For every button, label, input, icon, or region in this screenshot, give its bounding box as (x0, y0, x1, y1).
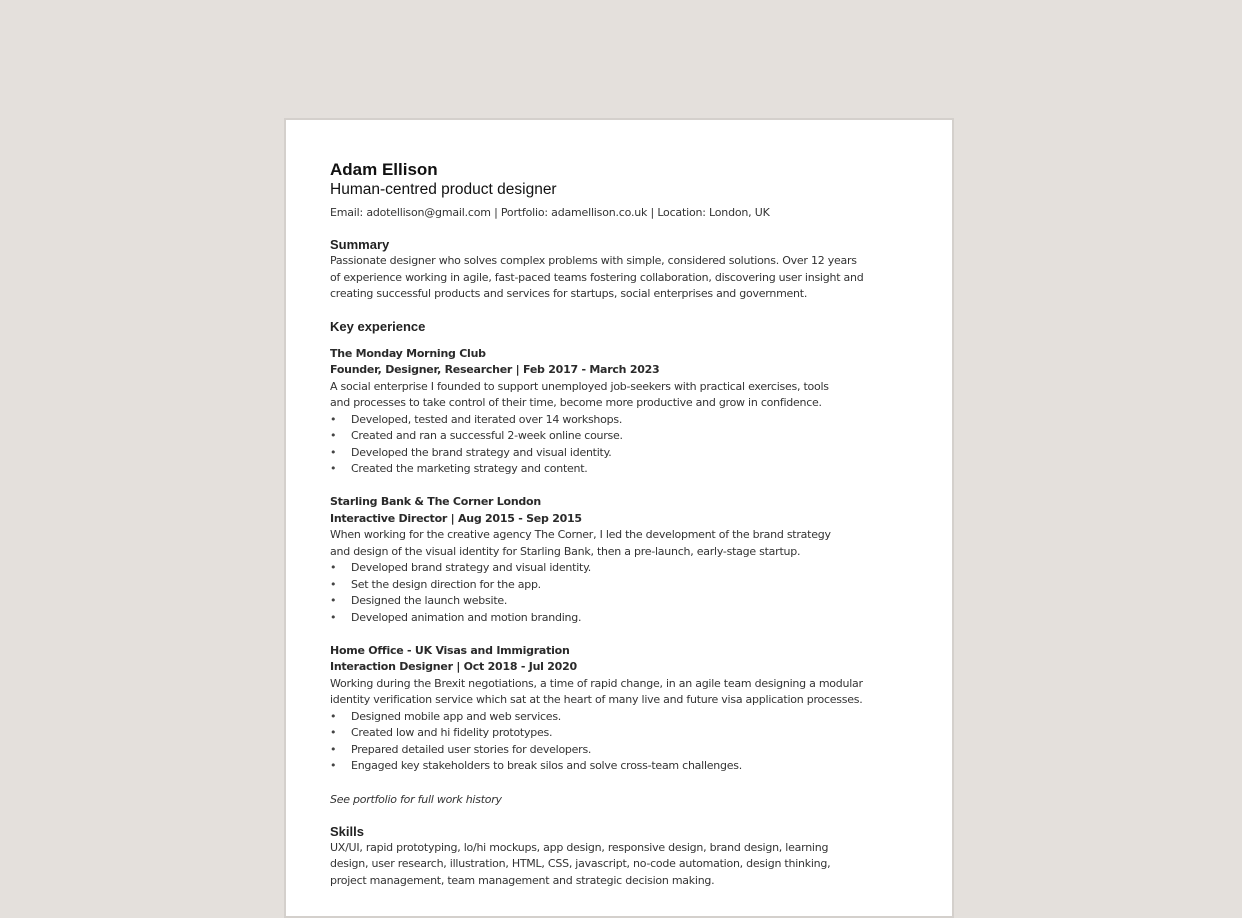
bullet-text: Created the marketing strategy and content. (351, 462, 588, 475)
bullet-text: Developed animation and motion branding. (351, 610, 582, 624)
summary-line: of experience working in agile, fast-paced teams fostering collaboration, discovering user insight and (330, 270, 864, 284)
bullet-icon: • (330, 610, 337, 624)
job-description-line: and processes to take control of their time, become more productive and grow in confidence. (330, 396, 822, 409)
bullet-icon: • (330, 759, 337, 772)
summary-line: creating successful products and services for startups, social enterprises and government. (330, 287, 808, 300)
bullet-text: Designed mobile app and web services. (351, 709, 562, 723)
job-description (330, 379, 890, 412)
job-description-line: identity verification service which sat at the heart of many live and future visa application processes. (330, 693, 863, 706)
job-entry (330, 494, 890, 626)
summary-text (330, 253, 890, 303)
resume-header (330, 160, 890, 221)
bullet-item (330, 725, 890, 742)
job-bullets (330, 412, 890, 478)
bullet-item (330, 593, 890, 610)
resume-content (330, 160, 890, 889)
skills-text (330, 840, 890, 890)
job-role: Interaction Designer | Oct 2018 - Jul 2020 (330, 660, 577, 673)
job-bullets (330, 709, 890, 775)
candidate-title: Human-centred product designer (330, 181, 557, 198)
job-organisation: The Monday Morning Club (330, 346, 486, 360)
bullet-item (330, 428, 890, 445)
job-organisation: Starling Bank & The Corner London (330, 495, 541, 508)
bullet-item (330, 709, 890, 726)
experience-heading: Key experience (330, 318, 426, 334)
skills-heading: Skills (330, 823, 364, 839)
bullet-icon: • (330, 462, 337, 475)
candidate-name: Adam Ellison (330, 160, 438, 179)
skills-section (330, 824, 890, 890)
job-role: Interactive Director | Aug 2015 - Sep 2015 (330, 511, 582, 525)
bullet-item (330, 412, 890, 429)
bullet-item (330, 560, 890, 577)
bullet-item (330, 610, 890, 627)
skills-line: project management, team management and strategic decision making. (330, 873, 715, 887)
bullet-text: Designed the launch website. (351, 594, 508, 607)
summary-heading: Summary (330, 237, 390, 252)
job-description-line: A social enterprise I founded to support unemployed job-seekers with practical exercises, tools (330, 379, 829, 393)
job-description-line: and design of the visual identity for Starling Bank, then a pre-launch, early-stage startup. (330, 544, 801, 558)
bullet-icon: • (330, 709, 337, 723)
bullet-item (330, 445, 890, 462)
bullet-text: Developed, tested and iterated over 14 workshops. (351, 412, 623, 426)
bullet-text: Set the design direction for the app. (351, 577, 541, 591)
bullet-icon: • (330, 412, 337, 426)
bullet-text: Developed the brand strategy and visual identity. (351, 445, 612, 459)
job-role: Founder, Designer, Researcher | Feb 2017 - March 2023 (330, 363, 660, 376)
portfolio-note: See portfolio for full work history (330, 792, 502, 806)
job-organisation: Home Office - UK Visas and Immigration (330, 643, 570, 657)
job-entry (330, 346, 890, 478)
bullet-text: Created and ran a successful 2-week online course. (351, 429, 623, 442)
bullet-icon: • (330, 742, 337, 756)
job-description-line: Working during the Brexit negotiations, a time of rapid change, in an agile team designing a modular (330, 676, 863, 690)
bullet-icon: • (330, 561, 337, 574)
skills-line: design, user research, illustration, HTML, CSS, javascript, no-code automation, design thinking, (330, 857, 831, 870)
bullet-item (330, 461, 890, 478)
bullet-item (330, 758, 890, 775)
summary-section (330, 237, 890, 303)
contact-line: Email: adotellison@gmail.com | Portfolio: adamellison.co.uk | Location: London, UK (330, 206, 770, 219)
job-description-line: When working for the creative agency The Corner, I led the development of the brand strategy (330, 528, 831, 541)
job-description (330, 676, 890, 709)
skills-line: UX/UI, rapid prototyping, lo/hi mockups, app design, responsive design, brand design, learning (330, 840, 829, 854)
job-bullets (330, 560, 890, 626)
bullet-text: Engaged key stakeholders to break silos and solve cross-team challenges. (351, 759, 742, 772)
bullet-icon: • (330, 594, 337, 607)
bullet-icon: • (330, 445, 337, 459)
bullet-item (330, 742, 890, 759)
bullet-text: Created low and hi fidelity prototypes. (351, 726, 553, 739)
bullet-text: Prepared detailed user stories for developers. (351, 742, 592, 756)
bullet-icon: • (330, 429, 337, 442)
summary-line: Passionate designer who solves complex problems with simple, considered solutions. Over 12 years (330, 254, 857, 267)
resume-page (284, 118, 954, 918)
bullet-text: Developed brand strategy and visual identity. (351, 561, 592, 574)
bullet-icon: • (330, 577, 337, 591)
bullet-item (330, 577, 890, 594)
bullet-icon: • (330, 726, 337, 739)
job-entry (330, 643, 890, 775)
job-description (330, 527, 890, 560)
experience-section (330, 319, 890, 808)
